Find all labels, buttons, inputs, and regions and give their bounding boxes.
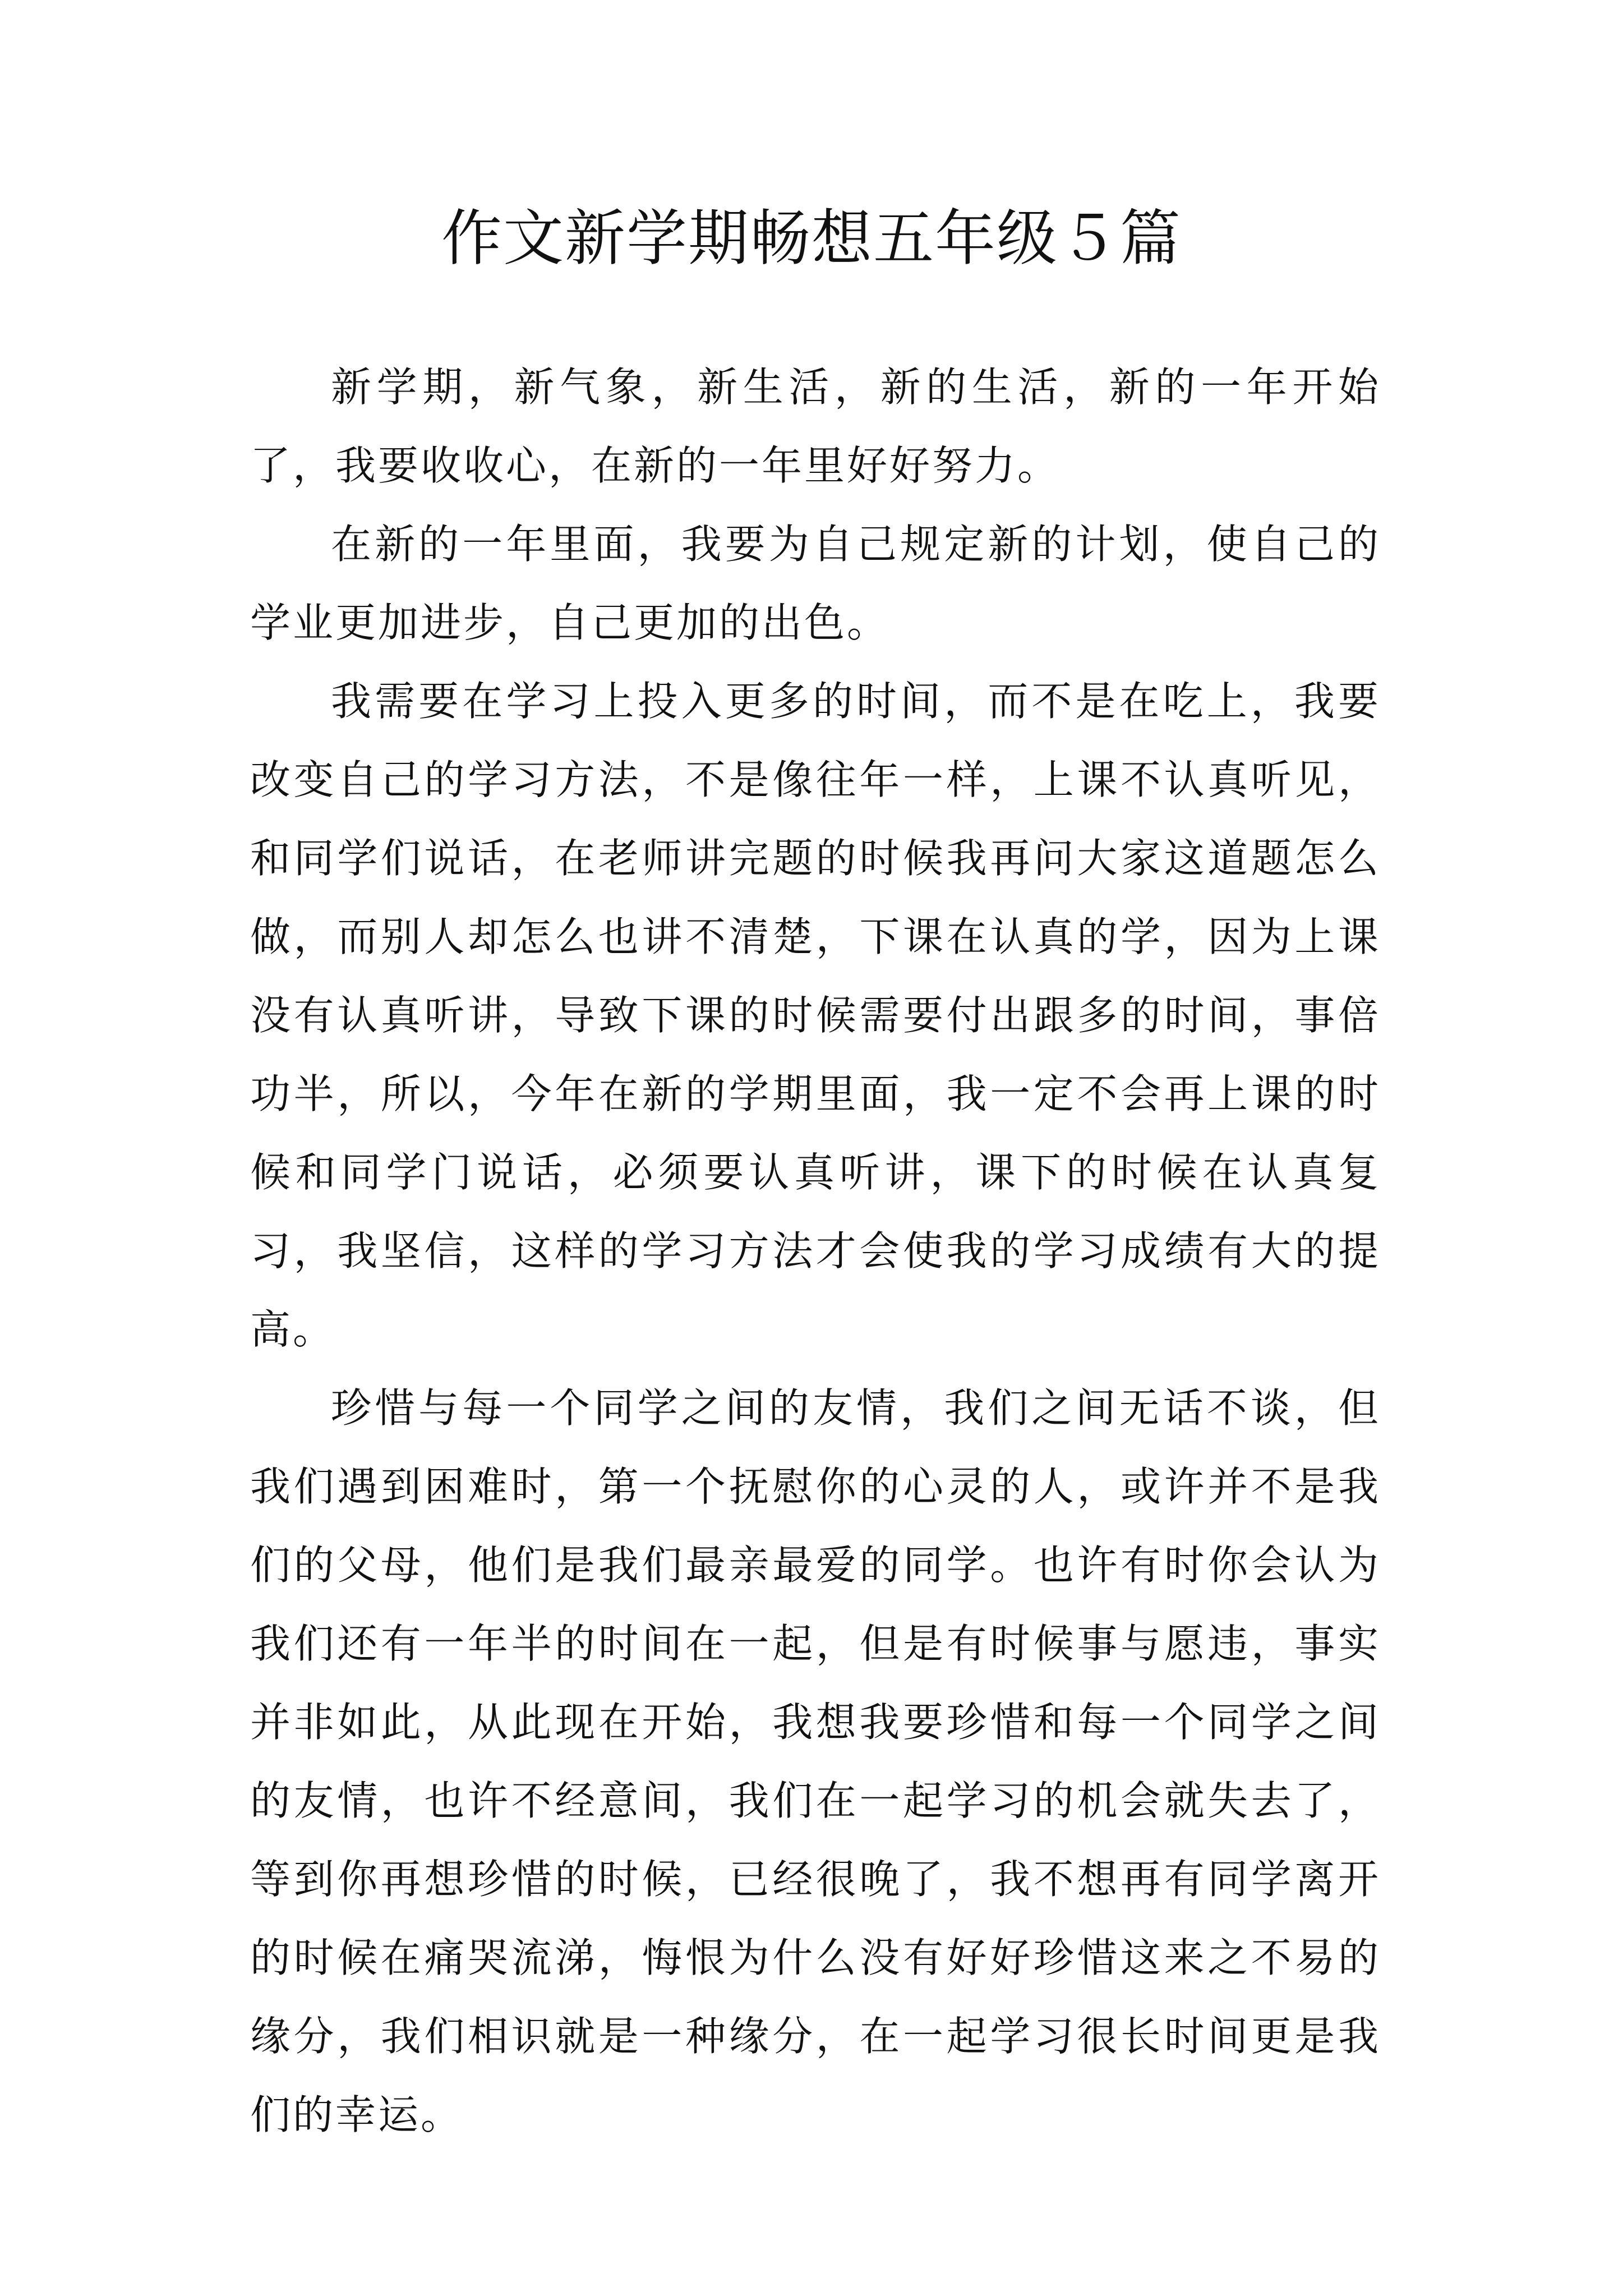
paragraph-3: 我需要在学习上投入更多的时间，而不是在吃上，我要改变自己的学习方法，不是像往年一样，上课不认真听见，和同学们说话，在老师讲完题的时候我再问大家这道题怎么做，而别人却怎么也讲不清楚，下课在认真的学，因为上课没有认真听讲，导致下课的时候需要付出跟多的时间，事倍功半，所以，今年在新的学期里面，我一定不会再上课的时候和同学门说话，必须要认真听讲，课下的时候在认真复习，我坚信，这样的学习方法才会使我的学习成绩有大的提高。 [250,678,1381,1353]
paragraph-1: 新学期，新气象，新生活，新的生活，新的一年开始了，我要收收心，在新的一年里好好努力。 [250,364,1381,489]
document-title: 作文新学期畅想五年级５篇 [441,204,1182,274]
document-body [250,348,1381,2154]
paragraph-4: 珍惜与每一个同学之间的友情，我们之间无话不谈，但我们遇到困难时，第一个抚慰你的心灵的人，或许并不是我们的父母，他们是我们最亲最爱的同学。也许有时你会认为我们还有一年半的时间在一起，但是有时候事与愿违，事实并非如此，从此现在开始，我想我要珍惜和每一个同学之间的友情，也许不经意间，我们在一起学习的机会就失去了，等到你再想珍惜的时候，已经很晚了，我不想再有同学离开的时候在痛哭流涕，悔恨为什么没有好好珍惜这来之不易的缘分，我们相识就是一种缘分，在一起学习很长时间更是我们的幸运。 [250,1384,1381,2138]
paragraph-2: 在新的一年里面，我要为自己规定新的计划，使自己的学业更加进步，自己更加的出色。 [250,521,1381,646]
